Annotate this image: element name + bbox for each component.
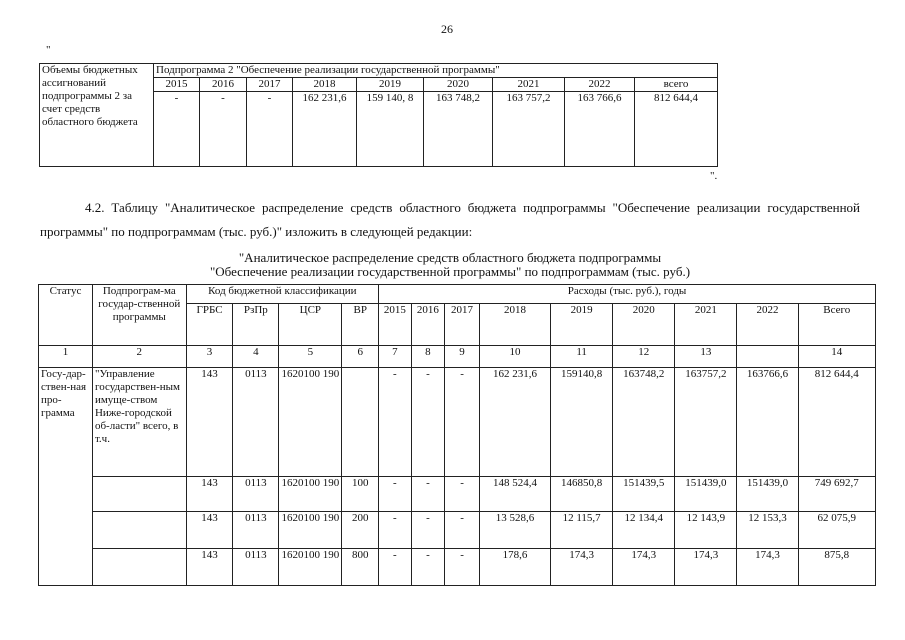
subprogram-cell: "Управление государствен-ным имуще-ством Ниже-городской об-ласти" всего, в т.ч. <box>92 368 186 477</box>
data-cell: - <box>411 549 445 586</box>
column-header: 2015 <box>379 304 412 346</box>
analytic-distribution-table <box>38 284 876 586</box>
header-subprogram: Подпрограм-ма государ-ственной программы <box>92 285 186 346</box>
column-header: 2017 <box>445 304 480 346</box>
header-expenses: Расходы (тыс. руб.), годы <box>379 285 876 304</box>
data-cell: 143 <box>186 549 233 586</box>
data-cell: 749 692,7 <box>798 477 876 512</box>
data-cell: 100 <box>342 477 379 512</box>
column-number: 2 <box>92 346 186 368</box>
data-cell: 812 644,4 <box>798 368 876 477</box>
data-cell: 148 524,4 <box>479 477 550 512</box>
data-cell: 151439,5 <box>613 477 675 512</box>
column-number: 7 <box>379 346 412 368</box>
column-header: 2019 <box>551 304 613 346</box>
data-cell: 159140,8 <box>551 368 613 477</box>
data-cell: - <box>379 512 412 549</box>
data-cell: - <box>379 549 412 586</box>
year-header: 2015 <box>154 78 200 92</box>
data-cell: 1620100 190 <box>279 549 342 586</box>
caption-line-2: "Обеспечение реализации государственной программы" по подпрограммам (тыс. руб.) <box>209 264 691 279</box>
data-cell: - <box>379 477 412 512</box>
table1-label: Объемы бюджетных ассигнований подпрограммы 2 за счет средств областного бюджета <box>40 64 154 167</box>
amount-cell: 162 231,6 <box>293 92 357 167</box>
data-cell: 875,8 <box>798 549 876 586</box>
year-header: 2021 <box>493 78 565 92</box>
opening-quote: " <box>46 44 51 56</box>
data-cell: 62 075,9 <box>798 512 876 549</box>
data-cell: - <box>379 368 412 477</box>
data-cell: 0113 <box>233 477 279 512</box>
year-header: 2022 <box>565 78 635 92</box>
amount-cell: 163 766,6 <box>565 92 635 167</box>
data-cell: 12 153,3 <box>737 512 798 549</box>
closing-quote: ". <box>710 170 718 182</box>
data-cell: 162 231,6 <box>479 368 550 477</box>
column-number: 9 <box>445 346 480 368</box>
data-cell: 174,3 <box>613 549 675 586</box>
data-cell: 174,3 <box>737 549 798 586</box>
caption-line-1: "Аналитическое распределение средств областного бюджета подпрограммы <box>238 250 662 265</box>
column-header: 2021 <box>675 304 737 346</box>
column-number: 12 <box>613 346 675 368</box>
header-status: Статус <box>39 285 93 346</box>
table-caption <box>60 251 840 279</box>
data-cell: 12 143,9 <box>675 512 737 549</box>
data-cell: 143 <box>186 512 233 549</box>
column-number <box>737 346 798 368</box>
data-cell: 12 115,7 <box>551 512 613 549</box>
amount-cell: - <box>200 92 247 167</box>
year-header: 2017 <box>247 78 293 92</box>
column-header: ВР <box>342 304 379 346</box>
amount-cell: 163 748,2 <box>424 92 493 167</box>
column-number: 5 <box>279 346 342 368</box>
data-cell: 163766,6 <box>737 368 798 477</box>
data-cell: - <box>445 477 480 512</box>
data-cell: 200 <box>342 512 379 549</box>
data-cell: 0113 <box>233 368 279 477</box>
column-number: 8 <box>411 346 445 368</box>
column-number: 6 <box>342 346 379 368</box>
table1-header: Подпрограмма 2 "Обеспечение реализации государственной программы" <box>154 64 718 78</box>
data-cell: 174,3 <box>551 549 613 586</box>
amount-cell: 163 757,2 <box>493 92 565 167</box>
column-number: 1 <box>39 346 93 368</box>
data-cell: 163757,2 <box>675 368 737 477</box>
column-header: РзПр <box>233 304 279 346</box>
column-header: 2022 <box>737 304 798 346</box>
data-cell: 151439,0 <box>675 477 737 512</box>
column-number: 4 <box>233 346 279 368</box>
column-header: 2018 <box>479 304 550 346</box>
data-cell: 151439,0 <box>737 477 798 512</box>
data-cell: 1620100 190 <box>279 368 342 477</box>
column-header: ЦСР <box>279 304 342 346</box>
data-cell: 143 <box>186 477 233 512</box>
data-cell: - <box>445 368 480 477</box>
data-cell: 146850,8 <box>551 477 613 512</box>
amendment-paragraph: 4.2. Таблицу "Аналитическое распределение средств областного бюджета подпрограммы "Обеспечение реализации государственной программы" по подпрограммам (тыс. руб.)" изложить в следующей редакции: <box>40 200 860 239</box>
data-cell: - <box>445 549 480 586</box>
page-number: 26 <box>441 22 453 36</box>
year-header: 2019 <box>357 78 424 92</box>
budget-volume-table <box>39 63 718 167</box>
data-cell: 1620100 190 <box>279 512 342 549</box>
data-cell: 13 528,6 <box>479 512 550 549</box>
column-number: 3 <box>186 346 233 368</box>
data-cell <box>342 368 379 477</box>
year-header: 2020 <box>424 78 493 92</box>
data-cell: - <box>445 512 480 549</box>
column-number: 10 <box>479 346 550 368</box>
data-cell: 12 134,4 <box>613 512 675 549</box>
data-cell: 1620100 190 <box>279 477 342 512</box>
column-number: 14 <box>798 346 876 368</box>
amount-cell: 159 140, 8 <box>357 92 424 167</box>
year-header: всего <box>635 78 718 92</box>
data-cell: - <box>411 368 445 477</box>
column-header: Всего <box>798 304 876 346</box>
data-cell: 0113 <box>233 549 279 586</box>
data-cell: - <box>411 512 445 549</box>
status-cell: Госу-дар-ствен-ная про-грамма <box>39 368 93 586</box>
year-header: 2018 <box>293 78 357 92</box>
data-cell: - <box>411 477 445 512</box>
empty-cell <box>92 512 186 549</box>
column-header: ГРБС <box>186 304 233 346</box>
data-cell: 800 <box>342 549 379 586</box>
amount-cell: 812 644,4 <box>635 92 718 167</box>
data-cell: 178,6 <box>479 549 550 586</box>
empty-cell <box>92 477 186 512</box>
data-cell: 174,3 <box>675 549 737 586</box>
year-header: 2016 <box>200 78 247 92</box>
empty-cell <box>92 549 186 586</box>
data-cell: 0113 <box>233 512 279 549</box>
data-cell: 143 <box>186 368 233 477</box>
column-number: 11 <box>551 346 613 368</box>
column-number: 13 <box>675 346 737 368</box>
header-kbk: Код бюджетной классификации <box>186 285 378 304</box>
amount-cell: - <box>154 92 200 167</box>
data-cell: 163748,2 <box>613 368 675 477</box>
amount-cell: - <box>247 92 293 167</box>
column-header: 2016 <box>411 304 445 346</box>
column-header: 2020 <box>613 304 675 346</box>
